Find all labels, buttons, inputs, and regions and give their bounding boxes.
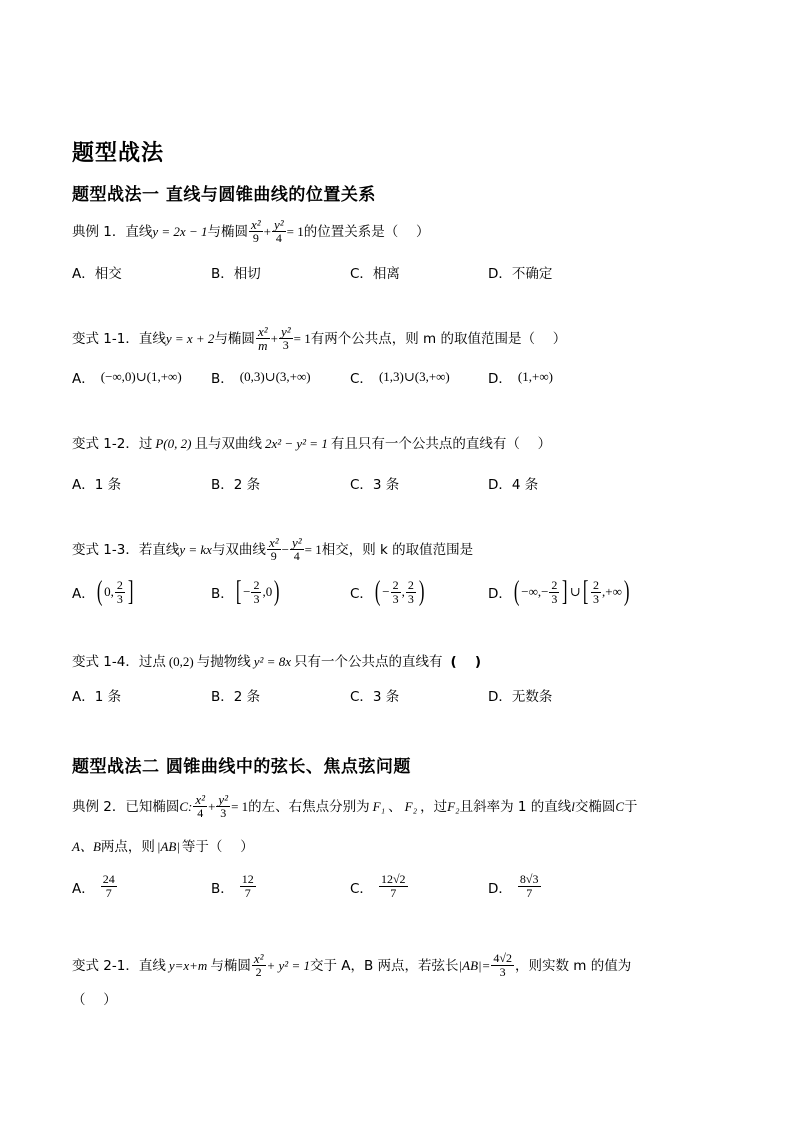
- focus-label: F₂: [404, 798, 418, 814]
- section-heading-2: 题型战法二 圆锥曲线中的弦长、焦点弦问题: [72, 757, 411, 777]
- option-d: D．无数条: [488, 689, 553, 705]
- fraction: $\frac{\text{x²}}{4}$: [195, 792, 206, 820]
- equation-rhs: + y² = 1: [266, 957, 310, 973]
- question-example-2: 典例 2．已知椭圆 C: $\frac{\text{x²}}{4}$ + $\frac{\text{y²}}{3}$ = 1 的左、右焦点分别为 F₁ 、 F₂ ，过 F₂ 且斜率为 1 的直线 l 交椭圆 C 于: [72, 792, 638, 820]
- question-text: 有两个公共点，则 m 的取值范围是（ ）: [310, 330, 567, 347]
- option-d: D． (1,+∞): [488, 369, 553, 387]
- focus-label: F₂: [447, 798, 460, 814]
- section-heading-1: 题型战法一 直线与圆锥曲线的位置关系: [72, 185, 376, 205]
- question-text: 交椭圆: [574, 798, 616, 815]
- option-b: B． $\frac{12}{7}$: [211, 872, 254, 900]
- curve-equation: 2x² − y² = 1: [264, 436, 328, 451]
- point: P(0, 2): [155, 436, 192, 451]
- answer-blank: （ ）: [72, 992, 117, 1008]
- option-c: C．3 条: [350, 477, 400, 493]
- question-variant-1-4: [72, 652, 481, 672]
- question-text: 有且只有一个公共点的直线有（ ）: [330, 436, 552, 452]
- focus-label: F₁: [372, 798, 386, 814]
- question-example-2-line-2: [72, 837, 254, 857]
- option-a: A． ( 0, $\frac{2}{3}$ ]: [72, 576, 134, 607]
- question-label: 典例 2．已知椭圆: [72, 798, 180, 815]
- question-label: 变式 1-4．过点: [72, 654, 166, 670]
- question-label: 变式 1-1．直线: [72, 330, 166, 347]
- chord-length: |AB|: [156, 839, 180, 854]
- option-a: A． (−∞,0)∪(1,+∞): [72, 369, 182, 387]
- option-d: D．4 条: [488, 477, 539, 493]
- chord-length: |AB|=: [458, 957, 491, 973]
- question-text: ，过: [420, 798, 448, 815]
- line-equation: y=x+m: [168, 957, 208, 973]
- question-text: 且与双曲线: [194, 436, 262, 452]
- question-text: ，则实数 m 的值为: [514, 957, 632, 974]
- option-d: D． $\frac{8√3}{7}$: [488, 872, 539, 900]
- question-text: 的位置关系是（ ）: [303, 223, 430, 240]
- line-equation: y = kx: [179, 541, 212, 557]
- question-text: 与双曲线: [211, 541, 266, 558]
- question-text: 的左、右焦点分别为: [248, 798, 370, 815]
- fraction: $\frac{\text{y²}}{4}$: [274, 217, 284, 245]
- separator: 、: [388, 798, 402, 815]
- point-labels: A、B: [72, 839, 101, 854]
- option-a: A．1 条: [72, 477, 122, 493]
- curve-equation: y² = 8x: [253, 654, 291, 669]
- option-c: C．3 条: [350, 689, 400, 705]
- option-b: B．相切: [211, 266, 261, 282]
- equation-rhs: = 1: [293, 330, 311, 346]
- question-text: 与椭圆: [214, 330, 255, 347]
- option-b: B． [ − $\frac{2}{3}$ ,0 ): [211, 576, 280, 607]
- question-text: 两点，则: [100, 839, 155, 855]
- option-d: D．不确定: [488, 266, 553, 282]
- option-b: B． (0,3)∪(3,+∞): [211, 369, 311, 387]
- question-example-1: 典例 1．直线 y = 2x − 1 与椭圆 $\frac{\text{x²}}{9}$ + $\frac{\text{y²}}{4}$ = 1 的位置关系是（ ）: [72, 217, 430, 245]
- fraction: $\frac{\text{x²}}{m}$: [257, 324, 268, 353]
- question-text: 与椭圆: [207, 223, 248, 240]
- curve-name: C: [615, 798, 625, 814]
- option-c: C．相离: [350, 266, 400, 282]
- option-a: A．相交: [72, 266, 122, 282]
- equation-rhs: = 1: [304, 541, 322, 557]
- option-d: D． ( −∞,− $\frac{2}{3}$ ] ∪ [ $\frac{2}{3}$ ,+∞ ): [488, 576, 630, 607]
- fraction: $\frac{\text{x²}}{9}$: [268, 535, 279, 563]
- line-equation: y = 2x − 1: [152, 223, 208, 239]
- fraction: $\frac{\text{y²}}{3}$: [280, 324, 291, 352]
- question-text: 等于（ ）: [181, 839, 254, 855]
- page-title: 题型战法: [72, 141, 165, 166]
- option-c: C． (1,3)∪(3,+∞): [350, 369, 450, 387]
- question-label: 变式 1-3．若直线: [72, 541, 180, 558]
- line-equation: y = x + 2: [165, 330, 215, 346]
- question-label: 典例 1．直线: [72, 223, 153, 240]
- question-text: 交于 A，B 两点，若弦长: [309, 957, 459, 974]
- option-a: A．1 条: [72, 689, 122, 705]
- fraction: $\frac{\text{y²}}{4}$: [291, 535, 302, 563]
- curve-name: C:: [179, 798, 193, 814]
- answer-blank: ( ): [450, 654, 482, 670]
- option-c: C． $\frac{12√2}{7}$: [350, 872, 406, 900]
- fraction: $\frac{\text{x²}}{2}$: [253, 951, 264, 979]
- question-label: 变式 2-1．直线: [72, 957, 166, 974]
- question-variant-1-2: [72, 434, 551, 454]
- option-a: A． $\frac{24}{7}$: [72, 872, 115, 900]
- option-b: B．2 条: [211, 477, 261, 493]
- question-text: 且斜率为 1 的直线: [459, 798, 572, 815]
- question-label: 变式 1-2．过: [72, 436, 153, 452]
- equation-rhs: = 1: [231, 798, 249, 814]
- point: (0,2): [168, 654, 194, 669]
- question-text: 相交，则 k 的取值范围是: [321, 541, 474, 558]
- question-text: 与抛物线: [196, 654, 251, 670]
- fraction: $\frac{\text{y²}}{3}$: [218, 792, 229, 820]
- equation-rhs: = 1: [286, 223, 304, 239]
- question-text: 与椭圆: [210, 957, 251, 974]
- question-text: 于: [624, 798, 638, 815]
- question-variant-1-3: 变式 1-3．若直线 y = kx 与双曲线 $\frac{\text{x²}}{9}$ − $\frac{\text{y²}}{4}$ = 1 相交，则 k 的取值范围是: [72, 535, 474, 563]
- line-name: l: [571, 798, 575, 814]
- option-c: C． ( − $\frac{2}{3}$ , $\frac{2}{3}$ ): [350, 576, 425, 607]
- option-b: B．2 条: [211, 689, 261, 705]
- question-variant-2-1: [72, 952, 631, 979]
- fraction: $\frac{\text{x²}}{9}$: [250, 217, 261, 245]
- question-variant-1-1: 变式 1-1．直线 y = x + 2 与椭圆 $\frac{\text{x²}}{m}$ + $\frac{\text{y²}}{3}$ = 1 有两个公共点，则 m 的取值范围是（ ）: [72, 324, 567, 353]
- fraction: $\frac{4√2}{3}$: [493, 951, 512, 979]
- question-text: 只有一个公共点的直线有: [293, 654, 443, 670]
